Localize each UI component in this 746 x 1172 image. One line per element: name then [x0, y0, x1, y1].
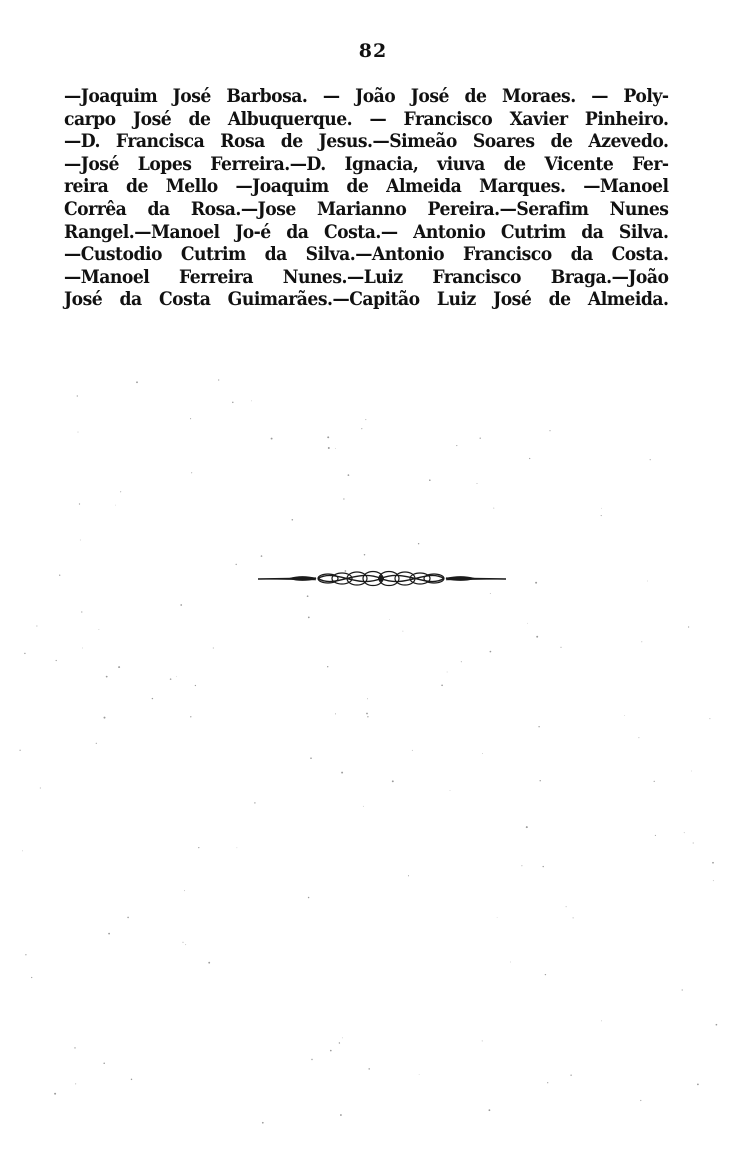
paper-speck	[490, 651, 492, 653]
paper-speck	[118, 666, 120, 668]
paper-speck	[341, 772, 343, 774]
paper-speck	[538, 726, 539, 727]
paper-speck	[510, 962, 511, 963]
paper-speck	[342, 1038, 343, 1039]
paper-speck	[236, 564, 237, 565]
text-line: carpo José de Albuquerque. — Francisco Xavier Pinheiro.	[64, 108, 669, 130]
paper-speck	[103, 1062, 105, 1064]
paper-speck	[367, 716, 368, 717]
paper-speck	[328, 447, 330, 449]
paper-speck	[335, 713, 336, 714]
paper-speck	[566, 906, 567, 907]
paper-speck	[198, 847, 199, 848]
paper-speck	[99, 629, 100, 630]
paper-speck	[96, 743, 97, 744]
paper-speck	[170, 678, 172, 680]
paper-speck	[456, 445, 457, 446]
paper-speck	[75, 1083, 76, 1084]
paper-speck	[339, 1042, 340, 1043]
paper-speck	[262, 1122, 264, 1124]
paper-speck	[136, 381, 138, 383]
paper-speck	[654, 781, 655, 782]
paper-speck	[106, 676, 108, 678]
text-line: —Manoel Ferreira Nunes.—Luiz Francisco Braga.—João	[64, 266, 669, 288]
paper-speck	[237, 847, 238, 848]
paper-speck	[447, 672, 448, 673]
paper-speck	[450, 790, 451, 791]
paper-speck	[348, 474, 350, 476]
paper-speck	[688, 626, 689, 627]
paper-speck	[36, 625, 37, 626]
paper-speck	[641, 641, 642, 642]
paper-speck	[127, 917, 129, 919]
paper-speck	[601, 1021, 602, 1022]
paper-speck	[81, 611, 82, 612]
paper-speck	[412, 750, 413, 751]
paper-speck	[184, 890, 185, 891]
paper-speck	[655, 835, 656, 836]
paper-speck	[560, 647, 561, 648]
paper-speck	[22, 851, 23, 852]
paper-speck	[82, 648, 83, 649]
paper-speck	[647, 581, 648, 582]
paper-speck	[573, 917, 574, 918]
paper-speck	[343, 498, 344, 499]
paper-speck	[535, 582, 537, 584]
paper-speck	[190, 716, 191, 717]
text-line: Corrêa da Rosa.—Jose Marianno Pereira.—Serafim Nunes	[64, 198, 669, 220]
paper-speck	[115, 505, 116, 506]
paper-speck	[601, 508, 602, 509]
paper-speck	[74, 1047, 75, 1048]
paper-speck	[364, 554, 365, 555]
paper-speck	[108, 933, 110, 935]
text-line: reira de Mello —Joaquim de Almeida Marques. —Manoel	[64, 176, 669, 198]
paper-speck	[340, 1114, 342, 1116]
paper-speck	[54, 1093, 56, 1095]
paper-speck	[650, 459, 651, 460]
paper-speck	[429, 479, 431, 481]
paper-speck	[80, 540, 81, 541]
paper-speck	[308, 617, 310, 619]
paper-speck	[213, 647, 214, 648]
paper-speck	[24, 653, 25, 654]
paper-speck	[408, 875, 409, 876]
paper-speck	[477, 483, 478, 484]
text-line: —Joaquim José Barbosa. — João José de Moraes. — Poly-	[64, 86, 669, 107]
paper-speck	[308, 897, 310, 899]
paper-speck	[693, 842, 694, 843]
paper-speck	[488, 1109, 490, 1111]
paper-speck	[697, 1084, 699, 1086]
paper-speck	[713, 880, 714, 881]
paper-speck	[59, 575, 60, 576]
text-line: —José Lopes Ferreira.—D. Ignacia, viuva de Vicente Fer-	[64, 153, 669, 175]
paper-speck	[176, 676, 177, 677]
paper-speck	[367, 698, 368, 699]
paper-speck	[368, 1068, 370, 1070]
paper-speck	[441, 684, 443, 686]
paper-speck	[570, 1075, 571, 1076]
paper-speck	[261, 555, 263, 557]
paper-speck	[691, 771, 692, 772]
paper-speck	[482, 753, 483, 754]
paper-speck	[490, 593, 491, 594]
paper-speck	[330, 1050, 332, 1052]
paper-speck	[191, 472, 192, 473]
paper-speck	[529, 458, 530, 459]
text-line: José da Costa Guimarães.—Capitão Luiz José de Almeida.	[64, 289, 669, 311]
text-line: Rangel.—Manoel Jo-é da Costa.— Antonio Cutrim da Silva.	[64, 221, 669, 243]
paper-speck	[402, 631, 403, 632]
paper-speck	[195, 685, 196, 686]
paper-speck	[327, 666, 328, 667]
text-line: —D. Francisca Rosa de Jesus.—Simeão Soares de Azevedo.	[64, 131, 669, 153]
paper-speck	[152, 698, 153, 699]
paper-speck	[365, 419, 366, 420]
paper-speck	[366, 713, 368, 715]
paper-speck	[716, 1024, 718, 1026]
paper-speck	[549, 430, 550, 431]
paper-speck	[389, 619, 390, 620]
paper-speck	[78, 432, 79, 433]
paper-speck	[120, 491, 121, 492]
paper-speck	[310, 757, 312, 759]
paper-speck	[540, 780, 541, 781]
paper-speck	[545, 974, 546, 975]
paper-speck	[311, 1059, 312, 1060]
paper-speck	[335, 448, 336, 449]
paper-speck	[31, 977, 32, 978]
paper-speck	[190, 418, 191, 419]
paper-speck	[185, 944, 186, 945]
paper-speck	[640, 1100, 641, 1101]
page-number: 82	[358, 40, 388, 62]
paper-speck	[493, 508, 494, 509]
paper-speck	[418, 543, 419, 544]
paper-speck	[271, 438, 273, 440]
paper-speck	[526, 826, 528, 828]
paper-speck	[392, 780, 394, 782]
paper-speck	[56, 660, 57, 661]
body-text	[64, 86, 668, 312]
paper-speck	[104, 717, 106, 719]
paper-speck	[638, 737, 639, 738]
paper-speck	[232, 402, 233, 403]
paper-speck	[482, 1040, 483, 1041]
paper-speck	[218, 379, 219, 380]
paper-speck	[712, 862, 714, 864]
paper-speck	[25, 954, 26, 955]
paper-speck	[601, 515, 602, 516]
paper-speck	[624, 715, 625, 716]
paper-speck	[682, 989, 683, 990]
paper-speck	[131, 1079, 132, 1080]
paper-speck	[208, 962, 210, 964]
paper-speck	[527, 623, 528, 624]
paper-speck	[77, 395, 78, 396]
paper-speck	[19, 750, 20, 751]
paper-speck	[497, 917, 498, 918]
paper-speck	[709, 718, 710, 719]
text-line: —Custodio Cutrim da Silva.—Antonio Francisco da Costa.	[64, 244, 669, 266]
paper-speck	[254, 802, 255, 803]
paper-speck	[292, 519, 294, 521]
paper-speck	[79, 503, 80, 504]
paper-speck	[40, 788, 41, 789]
paper-speck	[327, 436, 329, 438]
paper-speck	[461, 661, 462, 662]
decorative-rule-ornament-icon	[256, 566, 508, 590]
paper-speck	[536, 636, 538, 638]
paper-speck	[182, 942, 183, 943]
paper-speck	[547, 1082, 548, 1083]
paper-speck	[419, 1074, 420, 1075]
paper-speck	[521, 865, 522, 866]
paper-speck	[251, 401, 252, 402]
paper-speck	[684, 832, 685, 833]
paper-speck	[543, 866, 544, 867]
paper-speck	[307, 595, 309, 597]
paper-speck	[480, 438, 481, 439]
paper-speck	[363, 806, 364, 807]
paper-speck	[180, 604, 182, 606]
paper-speck	[361, 428, 362, 429]
